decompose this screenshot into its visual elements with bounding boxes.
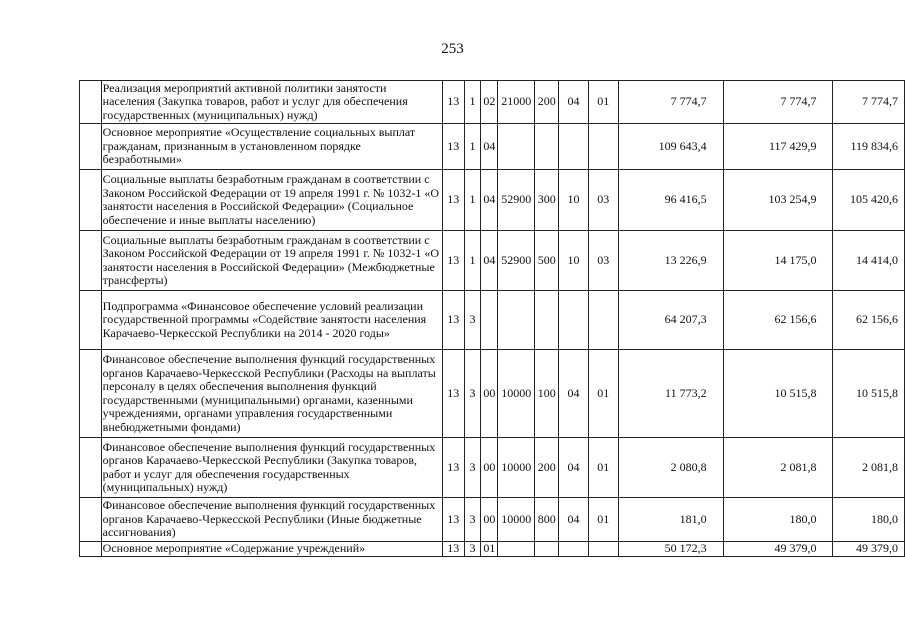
cell-value-2: 103 254,9 — [723, 170, 832, 231]
cell-sp: 04 — [481, 170, 498, 231]
cell-vr — [535, 542, 559, 557]
cell-pr: 01 — [588, 81, 618, 124]
cell-code — [498, 542, 535, 557]
page-number: 253 — [441, 41, 464, 57]
cell-value-3: 7 774,7 — [832, 81, 904, 124]
table-row — [80, 231, 905, 291]
row-description: Подпрограмма «Финансовое обеспечение условий реализации государственной программы «Содействие занятости населения Карачаево-Черкесской Республики на 2014 - 2020 годы» — [101, 291, 442, 350]
cell-code: 52900 — [498, 170, 535, 231]
cell-code: 10000 — [498, 350, 535, 438]
cell-pr: 01 — [588, 498, 618, 542]
cell-code: 10000 — [498, 438, 535, 498]
cell-pr — [588, 124, 618, 170]
row-description: Финансовое обеспечение выполнения функций государственных органов Карачаево-Черкесской Республики (Иные бюджетные ассигнования) — [101, 498, 442, 542]
cell-sp: 02 — [481, 81, 498, 124]
cell-sp: 00 — [481, 350, 498, 438]
cell-rz: 10 — [559, 231, 589, 291]
cell-value-2: 180,0 — [723, 498, 832, 542]
cell-vr: 100 — [535, 350, 559, 438]
cell-value-1: 64 207,3 — [618, 291, 723, 350]
cell-value-2: 10 515,8 — [723, 350, 832, 438]
row-description: Основное мероприятие «Содержание учреждений» — [101, 542, 442, 557]
cell-pr: 03 — [588, 170, 618, 231]
cell-code: 52900 — [498, 231, 535, 291]
cell-p: 1 — [464, 170, 481, 231]
cell-value-3: 14 414,0 — [832, 231, 904, 291]
cell-gr: 13 — [442, 124, 464, 170]
cell-sp: 01 — [481, 542, 498, 557]
cell-p: 1 — [464, 124, 481, 170]
row-description: Финансовое обеспечение выполнения функций государственных органов Карачаево-Черкесской Республики (Закупка товаров, работ и услуг для обеспечения государственных (муниципальных) нужд) — [101, 438, 442, 498]
cell-pr — [588, 542, 618, 557]
cell-p: 3 — [464, 350, 481, 438]
cell-value-1: 13 226,9 — [618, 231, 723, 291]
cell-value-1: 2 080,8 — [618, 438, 723, 498]
cell-gr: 13 — [442, 231, 464, 291]
cell-vr: 200 — [535, 438, 559, 498]
cell-value-3: 10 515,8 — [832, 350, 904, 438]
cell-rz: 10 — [559, 170, 589, 231]
table-row — [80, 124, 905, 170]
table-row — [80, 542, 905, 557]
cell-value-2: 62 156,6 — [723, 291, 832, 350]
cell-value-2: 117 429,9 — [723, 124, 832, 170]
row-index-cell — [80, 231, 102, 291]
row-index-cell — [80, 170, 102, 231]
cell-p: 3 — [464, 291, 481, 350]
cell-p: 3 — [464, 498, 481, 542]
cell-value-3: 105 420,6 — [832, 170, 904, 231]
cell-p: 3 — [464, 438, 481, 498]
cell-value-2: 7 774,7 — [723, 81, 832, 124]
row-index-cell — [80, 438, 102, 498]
table-row — [80, 498, 905, 542]
cell-pr: 01 — [588, 438, 618, 498]
cell-gr: 13 — [442, 170, 464, 231]
cell-vr: 500 — [535, 231, 559, 291]
row-description: Социальные выплаты безработным гражданам в соответствии с Законом Российской Федерации от 19 апреля 1991 г. № 1032-1 «О занятости населения в Российской Федерации» (Межбюджетные трансферты) — [101, 231, 442, 291]
cell-gr: 13 — [442, 542, 464, 557]
cell-pr: 03 — [588, 231, 618, 291]
cell-rz — [559, 124, 589, 170]
cell-rz — [559, 542, 589, 557]
row-description: Реализация мероприятий активной политики занятости населения (Закупка товаров, работ и услуг для обеспечения государственных (муниципальных) нужд) — [101, 81, 442, 124]
budget-table — [79, 80, 905, 557]
row-description: Основное мероприятие «Осуществление социальных выплат гражданам, признанным в установленном порядке безработными» — [101, 124, 442, 170]
row-index-cell — [80, 498, 102, 542]
table-row — [80, 81, 905, 124]
cell-value-3: 62 156,6 — [832, 291, 904, 350]
cell-value-3: 2 081,8 — [832, 438, 904, 498]
cell-code: 21000 — [498, 81, 535, 124]
cell-sp: 00 — [481, 438, 498, 498]
cell-rz: 04 — [559, 350, 589, 438]
cell-value-2: 14 175,0 — [723, 231, 832, 291]
cell-vr: 200 — [535, 81, 559, 124]
cell-value-1: 11 773,2 — [618, 350, 723, 438]
cell-sp: 04 — [481, 231, 498, 291]
table-row — [80, 438, 905, 498]
row-index-cell — [80, 291, 102, 350]
cell-vr: 300 — [535, 170, 559, 231]
row-index-cell — [80, 350, 102, 438]
cell-value-1: 50 172,3 — [618, 542, 723, 557]
row-index-cell — [80, 81, 102, 124]
cell-rz: 04 — [559, 81, 589, 124]
cell-gr: 13 — [442, 498, 464, 542]
row-description: Социальные выплаты безработным гражданам в соответствии с Законом Российской Федерации от 19 апреля 1991 г. № 1032-1 «О занятости населения в Российской Федерации» (Социальное обеспечение и иные выплаты населению) — [101, 170, 442, 231]
cell-p: 1 — [464, 81, 481, 124]
table-row — [80, 350, 905, 438]
cell-pr: 01 — [588, 350, 618, 438]
cell-p: 1 — [464, 231, 481, 291]
cell-value-1: 181,0 — [618, 498, 723, 542]
row-description: Финансовое обеспечение выполнения функций государственных органов Карачаево-Черкесской Республики (Расходы на выплаты персоналу в целях обеспечения выполнения функций государственными (муниципальными) органами, казенными учреждениями, органами управления государственными внебюджетными фондами) — [101, 350, 442, 438]
cell-sp: 00 — [481, 498, 498, 542]
cell-value-3: 180,0 — [832, 498, 904, 542]
cell-code: 10000 — [498, 498, 535, 542]
cell-rz: 04 — [559, 438, 589, 498]
cell-sp: 04 — [481, 124, 498, 170]
cell-gr: 13 — [442, 81, 464, 124]
table-row — [80, 291, 905, 350]
cell-value-1: 7 774,7 — [618, 81, 723, 124]
cell-rz — [559, 291, 589, 350]
cell-value-1: 109 643,4 — [618, 124, 723, 170]
cell-pr — [588, 291, 618, 350]
row-index-cell — [80, 542, 102, 557]
cell-value-1: 96 416,5 — [618, 170, 723, 231]
cell-rz: 04 — [559, 498, 589, 542]
row-index-cell — [80, 124, 102, 170]
cell-p: 3 — [464, 542, 481, 557]
cell-code — [498, 124, 535, 170]
cell-gr: 13 — [442, 350, 464, 438]
cell-value-3: 119 834,6 — [832, 124, 904, 170]
cell-vr — [535, 124, 559, 170]
cell-sp — [481, 291, 498, 350]
cell-value-2: 49 379,0 — [723, 542, 832, 557]
cell-gr: 13 — [442, 438, 464, 498]
cell-vr: 800 — [535, 498, 559, 542]
cell-gr: 13 — [442, 291, 464, 350]
cell-value-2: 2 081,8 — [723, 438, 832, 498]
cell-code — [498, 291, 535, 350]
table-row — [80, 170, 905, 231]
cell-value-3: 49 379,0 — [832, 542, 904, 557]
cell-vr — [535, 291, 559, 350]
